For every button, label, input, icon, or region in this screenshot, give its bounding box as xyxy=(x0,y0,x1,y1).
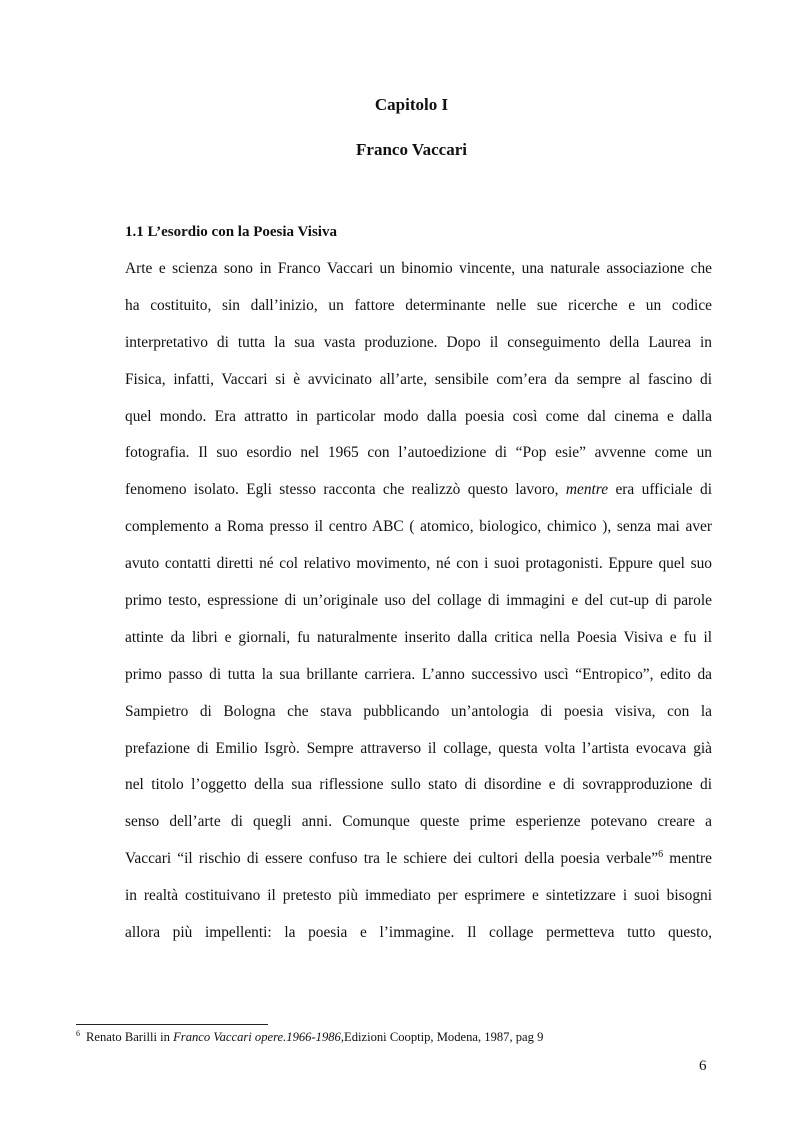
text-line: Sampietro di Bologna che stava pubblicando un’antologia di poesia visiva, con la xyxy=(125,702,712,720)
footnote-author: Renato Barilli in xyxy=(86,1030,174,1044)
text-line: senso dell’arte di quegli anni. Comunque queste prime esperienze potevano creare a xyxy=(125,813,712,831)
footnote-title: Franco Vaccari opere.1966-1986, xyxy=(173,1030,345,1044)
footnote-reference: 6 xyxy=(658,849,664,861)
text-line: primo testo, espressione di un’originale uso del collage di immagini e del cut-up di parole xyxy=(125,592,712,610)
text-line: complemento a Roma presso il centro ABC ( atomico, biologico, chimico ), senza mai aver xyxy=(125,518,712,536)
chapter-number-heading: Capitolo I xyxy=(374,95,449,114)
text-line: Fisica, infatti, Vaccari si è avvicinato all’arte, sensibile com’era da sempre al fascino di xyxy=(125,370,712,388)
page-number: 6 xyxy=(699,1058,707,1074)
section-heading: 1.1 L’esordio con la Poesia Visiva xyxy=(125,224,337,240)
text-line: avuto contatti diretti né col relativo movimento, né con i suoi protagonisti. Eppure quel suo xyxy=(125,555,712,573)
text-line: Arte e scienza sono in Franco Vaccari un binomio vincente, una naturale associazione che xyxy=(125,260,712,277)
text-line: ha costituito, sin dall’inizio, un fattore determinante nelle sue ricerche e un codice xyxy=(125,296,712,314)
footnote-mark: 6 xyxy=(76,1029,80,1038)
text-line: fotografia. Il suo esordio nel 1965 con l’autoedizione di “Pop esie” avvenne come un xyxy=(125,444,712,462)
text-line: quel mondo. Era attratto in particolar modo dalla poesia così come dal cinema e dalla xyxy=(125,407,712,425)
text-segment: mentre xyxy=(663,850,713,868)
footnote xyxy=(76,1030,543,1045)
text-line: nel titolo l’oggetto della sua riflessione sullo stato di disordine e di sovrapproduzione di xyxy=(125,776,712,794)
text-line xyxy=(125,479,712,516)
text-segment: Vaccari “il rischio di essere confuso tra le schiere dei cultori della poesia verbale” xyxy=(125,850,659,868)
text-line: prefazione di Emilio Isgrò. Sempre attraverso il collage, questa volta l’artista evocava già xyxy=(125,739,712,757)
italic-text: , mentre xyxy=(554,481,609,499)
text-line xyxy=(125,848,712,885)
text-line: in realtà costituivano il pretesto più immediato per esprimere e sintetizzare i suoi bisogni xyxy=(125,887,712,905)
text-line: allora più impellenti: la poesia e l’immagine. Il collage permetteva tutto questo, xyxy=(125,924,712,942)
text-line: attinte da libri e giornali, fu naturalmente inserito dalla critica nella Poesia Visiva e fu il xyxy=(125,628,712,646)
body-paragraph xyxy=(125,258,712,959)
text-line: interpretativo di tutta la sua vasta produzione. Dopo il conseguimento della Laurea in xyxy=(125,333,712,351)
footnote-publisher: Edizioni Cooptip, Modena, 1987, pag 9 xyxy=(344,1030,544,1044)
footnote-separator xyxy=(76,1024,268,1025)
text-segment: fenomeno isolato. Egli stesso racconta che realizzò questo lavoro xyxy=(125,481,555,499)
chapter-title-heading: Franco Vaccari xyxy=(356,140,467,159)
text-line: primo passo di tutta la sua brillante carriera. L’anno successivo uscì “Entropico”, edito da xyxy=(125,665,712,683)
text-segment: era ufficiale di xyxy=(608,481,712,499)
